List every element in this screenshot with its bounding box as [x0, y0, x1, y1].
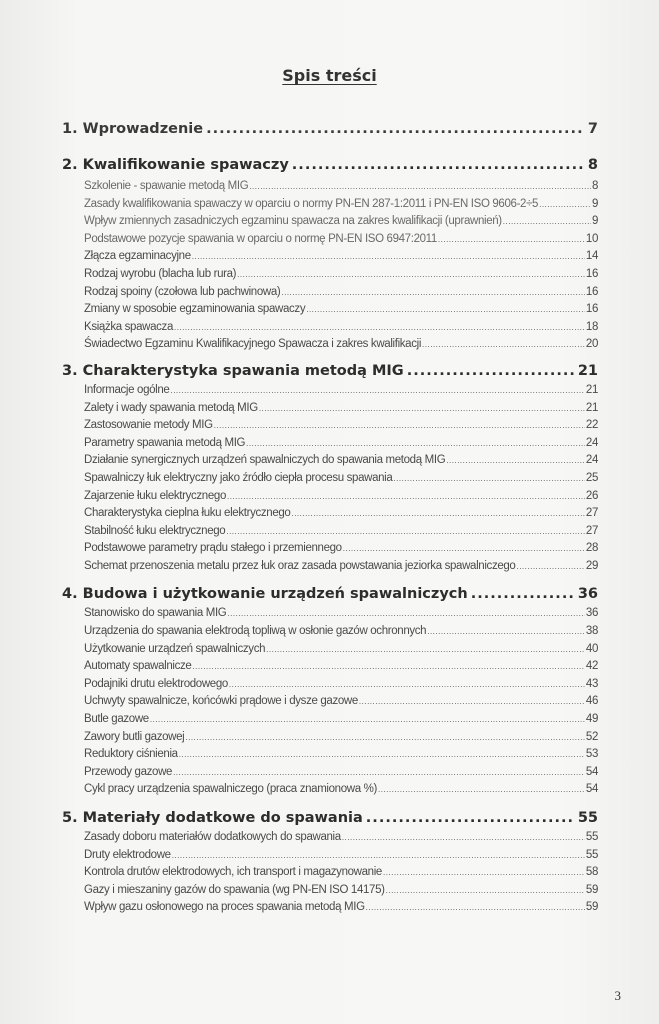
- entry-page: 21: [585, 401, 598, 414]
- entry-title: Wpływ zmiennych zasadniczych egzaminu spawacza na zakres kwalifikacji (uprawnień): [84, 215, 502, 228]
- dot-leader: [378, 781, 585, 799]
- entry-page: 20: [585, 338, 598, 351]
- entry-page: 54: [585, 765, 598, 778]
- chapter-title: 3. Charakterystyka spawania metodą MIG: [62, 362, 404, 379]
- entry-page: 49: [585, 713, 598, 726]
- entry-page: 8: [591, 180, 598, 192]
- entry-page: 22: [585, 419, 598, 432]
- entry-title: Wpływ gazu osłonowego na proces spawania metodą MIG: [84, 901, 365, 914]
- entry-page: 9: [591, 197, 598, 210]
- entry-title: Cykl pracy urządzenia spawalniczego (praca znamionowa %): [84, 783, 377, 796]
- entry-title: Stabilność łuku elektrycznego: [84, 524, 226, 537]
- toc-entry[interactable]: [84, 435, 598, 453]
- entry-page: 24: [585, 454, 598, 467]
- entry-page: 55: [585, 848, 598, 861]
- toc-chapter[interactable]: [62, 807, 598, 829]
- entry-page: 28: [585, 542, 598, 555]
- dot-leader: [179, 746, 585, 764]
- entry-page: 21: [585, 383, 598, 396]
- dot-leader: [206, 118, 585, 140]
- chapter-page: 7: [587, 121, 598, 137]
- entry-title: Przewody gazowe: [84, 765, 173, 778]
- toc-entry[interactable]: [84, 301, 598, 319]
- toc-entry[interactable]: [84, 417, 598, 435]
- entry-page: 27: [585, 507, 598, 520]
- toc-entry[interactable]: [84, 452, 598, 470]
- dot-leader: [342, 829, 585, 847]
- entry-page: 52: [585, 730, 598, 743]
- entry-title: Urządzenia do spawania elektrodą topliwą w osłonie gazów ochronnych: [84, 625, 427, 638]
- chapter-page: 21: [577, 362, 598, 379]
- dot-leader: [214, 417, 585, 435]
- entry-page: 42: [585, 660, 598, 673]
- chapter-page: 36: [577, 586, 598, 603]
- chapter-title: 5. Materiały dodatkowe do spawania: [62, 810, 363, 826]
- dot-leader: [539, 196, 591, 214]
- toc-entry[interactable]: [84, 178, 598, 196]
- toc-entry[interactable]: [84, 729, 598, 747]
- entry-title: Uchwyty spawalnicze, końcówki prądowe i dysze gazowe: [84, 695, 358, 708]
- entry-title: Zmiany w sposobie egzaminowania spawaczy: [84, 303, 306, 316]
- entry-page: 27: [585, 524, 598, 537]
- entry-page: 59: [585, 901, 598, 914]
- entry-title: Zasady kwalifikowania spawaczy w oparciu o normy PN-EN 287-1:2011 i PN-EN ISO 9606-2÷5: [84, 197, 539, 210]
- entry-page: 10: [585, 232, 598, 245]
- table-of-contents: [62, 118, 598, 917]
- toc-chapter[interactable]: [62, 583, 598, 605]
- entry-title: Schemat przenoszenia metalu przez łuk oraz zasada powstawania jeziorka spawalniczego: [84, 559, 516, 572]
- toc-chapter[interactable]: [62, 154, 598, 176]
- entry-title: Automaty spawalnicze: [84, 660, 192, 673]
- toc-entry[interactable]: [84, 764, 598, 782]
- toc-entry[interactable]: [84, 470, 598, 488]
- toc-entry[interactable]: [84, 231, 598, 249]
- dot-leader: [393, 470, 584, 488]
- entry-page: 43: [585, 677, 598, 690]
- entry-title: Rodzaj wyrobu (blacha lub rura): [84, 267, 237, 280]
- entry-page: 53: [585, 748, 598, 761]
- dot-leader: [174, 319, 585, 337]
- dot-leader: [516, 558, 584, 576]
- chapter-page: 55: [577, 810, 598, 826]
- dot-leader: [192, 248, 585, 266]
- dot-leader: [446, 452, 585, 470]
- entry-title: Złącza egzaminacyjne: [84, 250, 191, 263]
- chapter-title: 4. Budowa i użytkowanie urządzeń spawalniczych: [62, 586, 468, 603]
- toc-entry[interactable]: [84, 540, 598, 558]
- entry-page: 25: [585, 471, 598, 484]
- toc-entry[interactable]: [84, 899, 598, 917]
- entry-title: Świadectwo Egzaminu Kwalifikacyjnego Spawacza i zakres kwalifikacji: [84, 338, 422, 351]
- dot-leader: [172, 847, 585, 865]
- toc-entry[interactable]: [84, 882, 598, 900]
- toc-entry[interactable]: [84, 336, 598, 354]
- entry-title: Parametry spawania metodą MIG: [84, 436, 246, 449]
- toc-entry[interactable]: [84, 505, 598, 523]
- entry-title: Stanowisko do spawania MIG: [84, 607, 227, 620]
- toc-entry[interactable]: [84, 488, 598, 506]
- toc-entry[interactable]: [84, 400, 598, 418]
- dot-leader: [503, 213, 591, 231]
- entry-page: 16: [585, 267, 598, 280]
- entry-title: Zalety i wady spawania metodą MIG: [84, 401, 258, 414]
- dot-leader: [366, 899, 585, 917]
- toc-entry[interactable]: [84, 676, 598, 694]
- dot-leader: [227, 488, 585, 506]
- dot-leader: [266, 641, 585, 659]
- toc-entry[interactable]: [84, 266, 598, 284]
- entry-page: 26: [585, 489, 598, 502]
- entry-title: Zastosowanie metody MIG: [84, 419, 213, 432]
- entry-title: Butle gazowe: [84, 713, 149, 726]
- dot-leader: [227, 605, 585, 623]
- dot-leader: [366, 807, 575, 829]
- toc-entry[interactable]: [84, 693, 598, 711]
- chapter-entries: [62, 829, 598, 917]
- entry-title: Zawory butli gazowej: [84, 730, 185, 743]
- entry-title: Działanie synergicznych urządzeń spawalniczych do spawania metodą MIG: [84, 454, 446, 467]
- entry-page: 58: [585, 866, 598, 879]
- entry-title: Zasady doboru materiałów dodatkowych do spawania: [84, 831, 341, 843]
- entry-title: Informacje ogólne: [84, 383, 170, 396]
- entry-page: 9: [591, 215, 598, 228]
- toc-entry[interactable]: [84, 319, 598, 337]
- dot-leader: [246, 435, 585, 453]
- toc-entry[interactable]: [84, 382, 598, 400]
- chapter-title: 2. Kwalifikowanie spawaczy: [62, 157, 289, 173]
- toc-entry[interactable]: [84, 248, 598, 266]
- toc-chapter[interactable]: [62, 360, 598, 382]
- entry-title: Książka spawacza: [84, 320, 173, 333]
- dot-leader: [192, 658, 584, 676]
- entry-page: 16: [585, 303, 598, 316]
- toc-entry[interactable]: [84, 658, 598, 676]
- dot-leader: [471, 583, 575, 605]
- chapter-entries: [62, 178, 598, 354]
- entry-page: 59: [585, 883, 598, 896]
- toc-entry[interactable]: [84, 781, 598, 799]
- dot-leader: [237, 266, 585, 284]
- entry-page: 29: [585, 559, 598, 572]
- chapter-page: 8: [587, 157, 598, 173]
- dot-leader: [170, 382, 584, 400]
- chapter-entries: [62, 605, 598, 799]
- entry-title: Gazy i mieszaniny gazów do spawania (wg PN-EN ISO 14175): [84, 883, 385, 896]
- toc-entry[interactable]: [84, 641, 598, 659]
- entry-title: Charakterystyka cieplna łuku elektrycznego: [84, 507, 291, 520]
- entry-title: Użytkowanie urządzeń spawalniczych: [84, 642, 266, 655]
- entry-title: Kontrola drutów elektrodowych, ich transport i magazynowanie: [84, 866, 382, 879]
- dot-leader: [249, 178, 591, 196]
- dot-leader: [407, 360, 575, 382]
- toc-entry[interactable]: [84, 196, 598, 214]
- entry-title: Zajarzenie łuku elektrycznego: [84, 489, 226, 502]
- dot-leader: [306, 301, 585, 319]
- entry-title: Reduktory ciśnienia: [84, 748, 178, 761]
- entry-title: Podajniki drutu elektrodowego: [84, 677, 228, 690]
- dot-leader: [185, 729, 585, 747]
- toc-entry[interactable]: [84, 746, 598, 764]
- dot-leader: [386, 882, 585, 900]
- entry-title: Podstawowe parametry prądu stałego i przemiennego: [84, 542, 342, 555]
- entry-title: Druty elektrodowe: [84, 848, 171, 861]
- toc-entry[interactable]: [84, 523, 598, 541]
- toc-entry[interactable]: [84, 864, 598, 882]
- page-number: 3: [614, 988, 621, 1003]
- dot-leader: [359, 693, 585, 711]
- toc-entry[interactable]: [84, 558, 598, 576]
- dot-leader: [343, 540, 585, 558]
- dot-leader: [259, 400, 585, 418]
- page-title: Spis treści: [282, 66, 377, 85]
- entry-page: 36: [585, 607, 598, 620]
- entry-title: Rodzaj spoiny (czołowa lub pachwinowa): [84, 285, 281, 298]
- entry-page: 14: [585, 250, 598, 263]
- dot-leader: [229, 676, 585, 694]
- dot-leader: [150, 711, 585, 729]
- chapter-entries: [62, 382, 598, 576]
- entry-title: Podstawowe pozycje spawania w oparciu o normę PN-EN ISO 6947:2011: [84, 232, 437, 245]
- toc-entry[interactable]: [84, 605, 598, 623]
- toc-entry[interactable]: [84, 213, 598, 231]
- dot-leader: [291, 505, 584, 523]
- toc-chapter[interactable]: [62, 118, 598, 140]
- entry-title: Szkolenie - spawanie metodą MIG: [84, 180, 249, 192]
- toc-entry[interactable]: [84, 623, 598, 641]
- chapter-title: 1. Wprowadzenie: [62, 121, 204, 137]
- dot-leader: [226, 523, 585, 541]
- toc-entry[interactable]: [84, 829, 598, 847]
- entry-page: 24: [585, 436, 598, 449]
- entry-page: 54: [585, 783, 598, 796]
- toc-entry[interactable]: [84, 711, 598, 729]
- toc-entry[interactable]: [84, 847, 598, 865]
- entry-page: 46: [585, 695, 598, 708]
- dot-leader: [292, 154, 585, 176]
- dot-leader: [422, 336, 585, 354]
- dot-leader: [383, 864, 585, 882]
- entry-page: 16: [585, 285, 598, 298]
- entry-title: Spawalniczy łuk elektryczny jako źródło ciepła procesu spawania: [84, 471, 393, 484]
- entry-page: 55: [585, 831, 598, 843]
- entry-page: 38: [585, 625, 598, 638]
- dot-leader: [173, 764, 585, 782]
- entry-page: 40: [585, 642, 598, 655]
- dot-leader: [427, 623, 585, 641]
- dot-leader: [281, 284, 585, 302]
- dot-leader: [438, 231, 585, 249]
- toc-entry[interactable]: [84, 284, 598, 302]
- entry-page: 18: [585, 320, 598, 333]
